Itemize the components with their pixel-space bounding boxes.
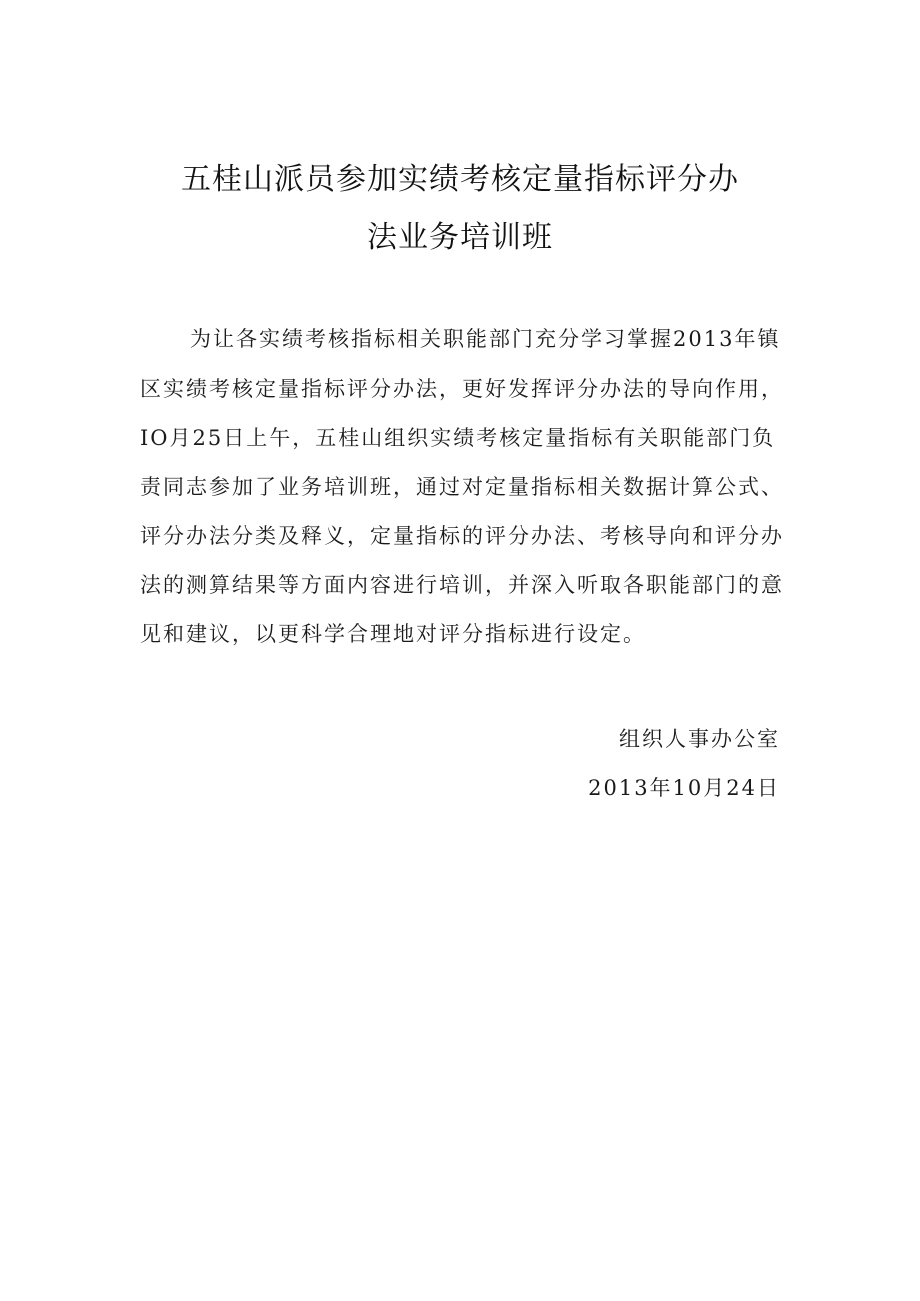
signature-organization: 组织人事办公室	[619, 727, 780, 751]
body-paragraph-line: 为让各实绩考核指标相关职能部门充分学习掌握2013年镇	[190, 327, 781, 351]
body-paragraph-line: IO月25日上午，五桂山组织实绩考核定量指标有关职能部门负	[140, 426, 776, 450]
document-title-line-2: 法业务培训班	[367, 220, 553, 255]
body-paragraph-line: 法的测算结果等方面内容进行培训，并深入听取各职能部门的意	[140, 573, 784, 597]
body-paragraph-line: 责同志参加了业务培训班，通过对定量指标相关数据计算公式、	[140, 475, 784, 499]
body-paragraph-line: 见和建议，以更科学合理地对评分指标进行设定。	[140, 622, 646, 646]
signature-date: 2013年10月24日	[588, 776, 780, 800]
document-title-line-1: 五桂山派员参加实绩考核定量指标评分办	[181, 162, 739, 197]
body-paragraph-line: 评分办法分类及释义，定量指标的评分办法、考核导向和评分办	[140, 524, 784, 548]
body-paragraph-line: 区实绩考核定量指标评分办法，更好发挥评分办法的导向作用，	[140, 377, 784, 401]
